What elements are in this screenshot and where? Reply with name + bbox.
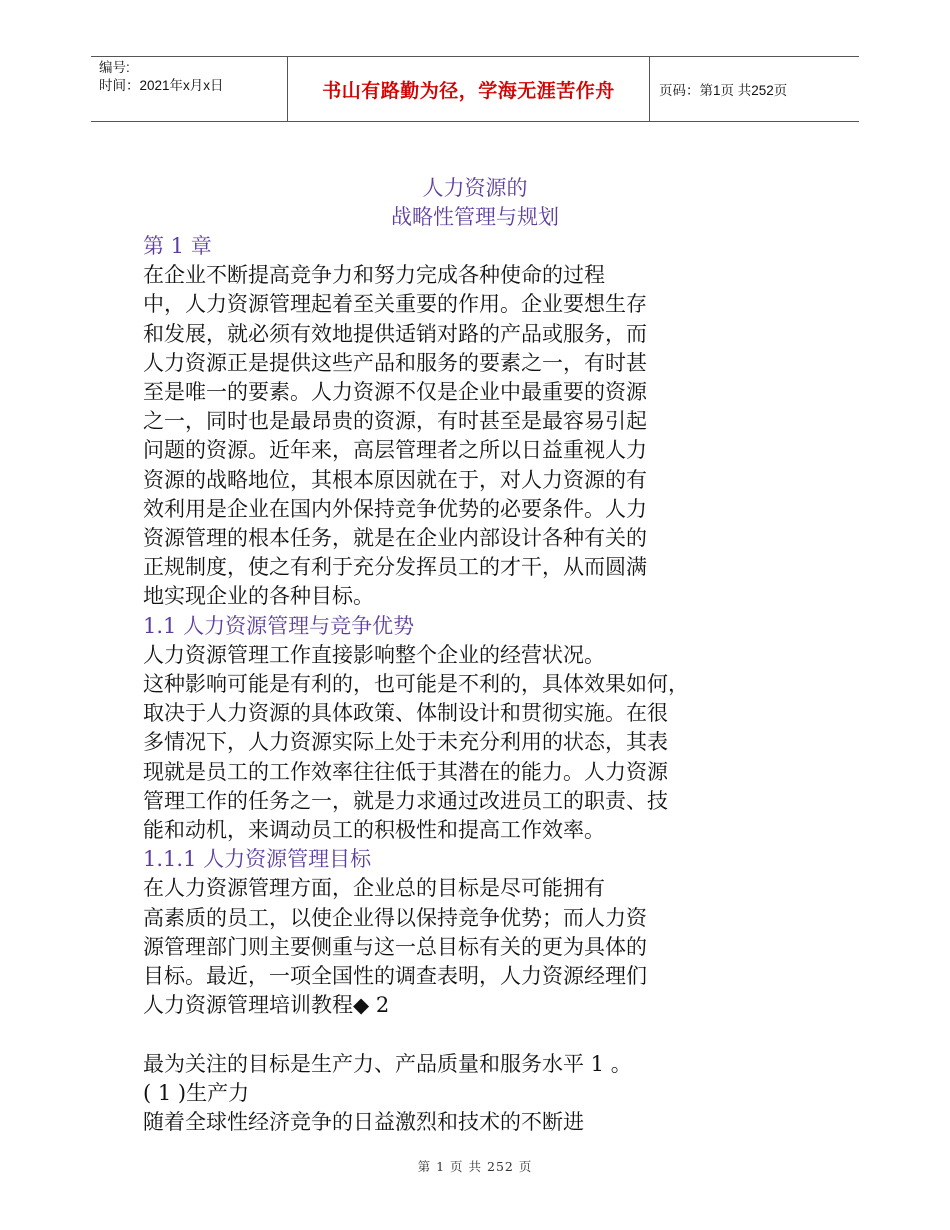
body-text-line: 资源管理的根本任务，就是在企业内部设计各种有关的 xyxy=(143,526,647,551)
body-text-line: 人力资源管理培训教程◆ 2 xyxy=(143,993,390,1018)
document-number-label: 编号: xyxy=(99,60,130,75)
body-text-line: 问题的资源。近年来，高层管理者之所以日益重视人力 xyxy=(143,438,647,463)
body-text-line: 在企业不断提高竞争力和努力完成各种使命的过程 xyxy=(143,263,605,288)
body-text-line: 高素质的员工，以使企业得以保持竞争优势；而人力资 xyxy=(143,905,647,930)
body-text-line: 至是唯一的要素。人力资源不仅是企业中最重要的资源 xyxy=(143,380,647,405)
body-text-line: 能和动机，来调动员工的积极性和提高工作效率。 xyxy=(143,818,605,843)
section-heading: 第 1 章 xyxy=(143,234,212,258)
body-text-line: 现就是员工的工作效率往往低于其潜在的能力。人力资源 xyxy=(143,759,668,784)
body-text-line: 地实现企业的各种目标。 xyxy=(143,584,374,609)
body-text-line: 在人力资源管理方面，企业总的目标是尽可能拥有 xyxy=(143,876,605,901)
body-text-line: 资源的战略地位，其根本原因就在于，对人力资源的有 xyxy=(143,467,647,492)
document-title-line-1: 人力资源的 xyxy=(422,176,528,200)
section-heading: 1.1 人力资源管理与竞争优势 xyxy=(143,613,415,638)
page-header xyxy=(91,56,859,122)
document-time-label: 时间：2021年x月x日 xyxy=(99,78,224,93)
body-text-line: 最为关注的目标是生产力、产品质量和服务水平 1 。 xyxy=(143,1051,632,1076)
page-footer: 第 1 页 共 252 页 xyxy=(417,1159,533,1174)
body-text-line: 中，人力资源管理起着至关重要的作用。企业要想生存 xyxy=(143,292,647,317)
header-motto: 书山有路勤为径，学海无涯苦作舟 xyxy=(322,79,615,102)
header-meta xyxy=(91,57,287,121)
body-text-line: ( 1 )生产力 xyxy=(143,1080,250,1105)
body-text-line: 之一，同时也是最昂贵的资源，有时甚至是最容易引起 xyxy=(143,409,647,434)
body-text-line: 源管理部门则主要侧重与这一总目标有关的更为具体的 xyxy=(143,934,647,959)
body-text-line: 多情况下，人力资源实际上处于未充分利用的状态，其表 xyxy=(143,730,668,755)
header-page-info-cell xyxy=(650,57,859,121)
body-text-line: 效利用是企业在国内外保持竞争优势的必要条件。人力 xyxy=(143,496,647,521)
body-text-line: 取决于人力资源的具体政策、体制设计和贯彻实施。在很 xyxy=(143,701,668,726)
header-motto-cell xyxy=(287,57,650,121)
header-page-info: 页码：第1页 共252页 xyxy=(659,83,788,98)
body-text-line: 目标。最近，一项全国性的调查表明，人力资源经理们 xyxy=(143,964,647,989)
body-text-line: 随着全球性经济竞争的日益激烈和技术的不断进 xyxy=(143,1110,584,1135)
body-text-line: 和发展，就必须有效地提供适销对路的产品或服务，而 xyxy=(143,321,647,346)
body-text-line: 人力资源正是提供这些产品和服务的要素之一，有时甚 xyxy=(143,350,647,375)
body-text-line: 这种影响可能是有利的，也可能是不利的，具体效果如何， xyxy=(143,672,689,697)
body-text-line: 管理工作的任务之一，就是力求通过改进员工的职责、技 xyxy=(143,788,668,813)
document-body xyxy=(143,232,783,1137)
body-text-line: 正规制度，使之有利于充分发挥员工的才干，从而圆满 xyxy=(143,555,647,580)
body-text-line: 人力资源管理工作直接影响整个企业的经营状况。 xyxy=(143,642,605,667)
blank-line xyxy=(143,1020,783,1049)
section-heading: 1.1.1 人力资源管理目标 xyxy=(143,847,372,872)
document-title-line-2: 战略性管理与规划 xyxy=(391,205,559,229)
